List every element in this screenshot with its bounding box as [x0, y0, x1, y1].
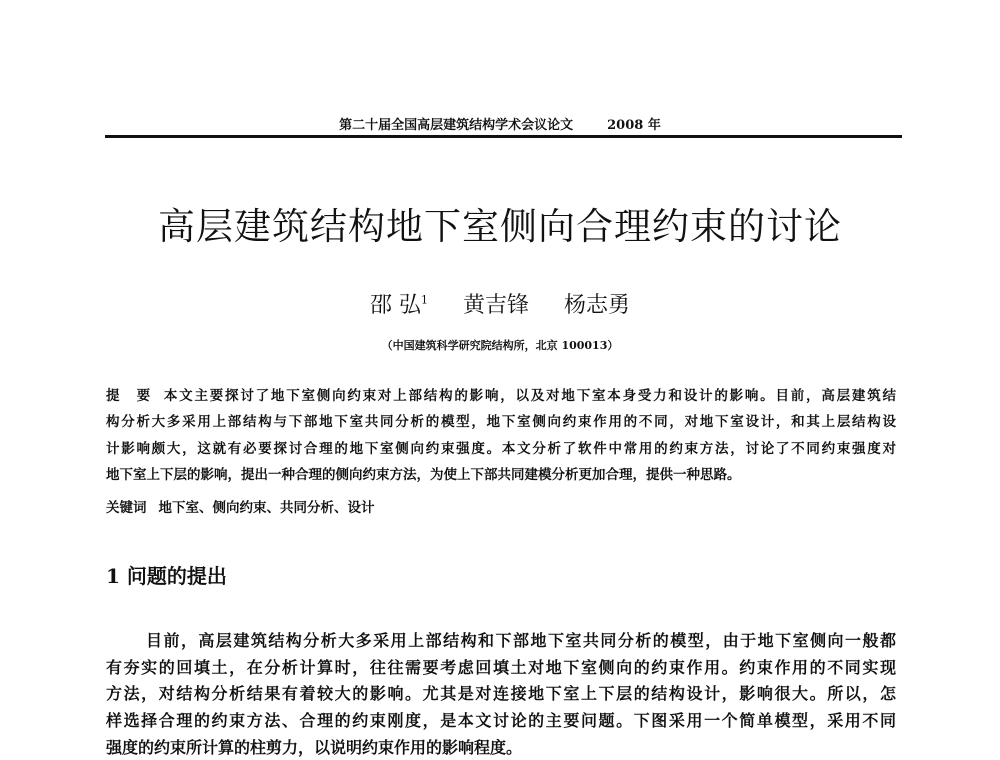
abstract-line: 构分析大多采用上部结构与下部地下室共同分析的模型，地下室侧向约束作用的不同，对地下室设计，和其上层结构设: [106, 414, 896, 430]
body-line: 强度的约束所计算的柱剪力，以说明约束作用的影响程度。: [106, 738, 523, 757]
header-rule: [105, 135, 902, 138]
author-list: [0, 288, 1000, 319]
running-header: [0, 114, 1000, 133]
keywords: [106, 496, 896, 516]
abstract-line: 地下室上下层的影响，提出一种合理的侧向约束方法，为使上下部共同建模分析更加合理，提供一种思路。: [106, 467, 741, 483]
paper-title: 高层建筑结构地下室侧向合理约束的讨论: [158, 205, 842, 248]
keywords-text: 地下室、侧向约束、共同分析、设计: [158, 500, 375, 516]
affiliation: （中国建筑科学研究院结构所，北京 100013）: [381, 339, 619, 352]
keywords-label: 关键词: [106, 500, 147, 516]
abstract-label: 提 要: [106, 388, 152, 404]
body-line: 样选择合理的约束方法、合理的约束刚度，是本文讨论的主要问题。下图采用一个简单模型，采用不同: [106, 711, 896, 730]
conference-year: 2008 年: [607, 118, 661, 133]
section-heading: 1 问题的提出: [106, 564, 227, 588]
author: 杨志勇: [564, 293, 631, 318]
author: 邵 弘$^1$: [369, 293, 428, 318]
abstract-line: 计影响颇大，这就有必要探讨合理的地下室侧向约束强度。本文分析了软件中常用的约束方法，讨论了不同约束强度对: [106, 441, 896, 457]
body-line: 目前，高层建筑结构分析大多采用上部结构和下部地下室共同分析的模型，由于地下室侧向一般都: [146, 631, 896, 650]
body-line: 方法，对结构分析结果有着较大的影响。尤其是对连接地下室上下层的结构设计，影响很大。所以，怎: [106, 684, 896, 703]
author: 黄吉锋: [462, 293, 529, 318]
conference-name: 第二十届全国高层建筑结构学术会议论文: [339, 118, 574, 133]
body-line: 有夯实的回填土，在分析计算时，往往需要考虑回填土对地下室侧向的约束作用。约束作用的不同实现: [106, 658, 896, 677]
abstract-line: 提 要 本文主要探讨了地下室侧向约束对上部结构的影响，以及对地下室本身受力和设计的影响。目前，高层建筑结: [106, 388, 897, 404]
